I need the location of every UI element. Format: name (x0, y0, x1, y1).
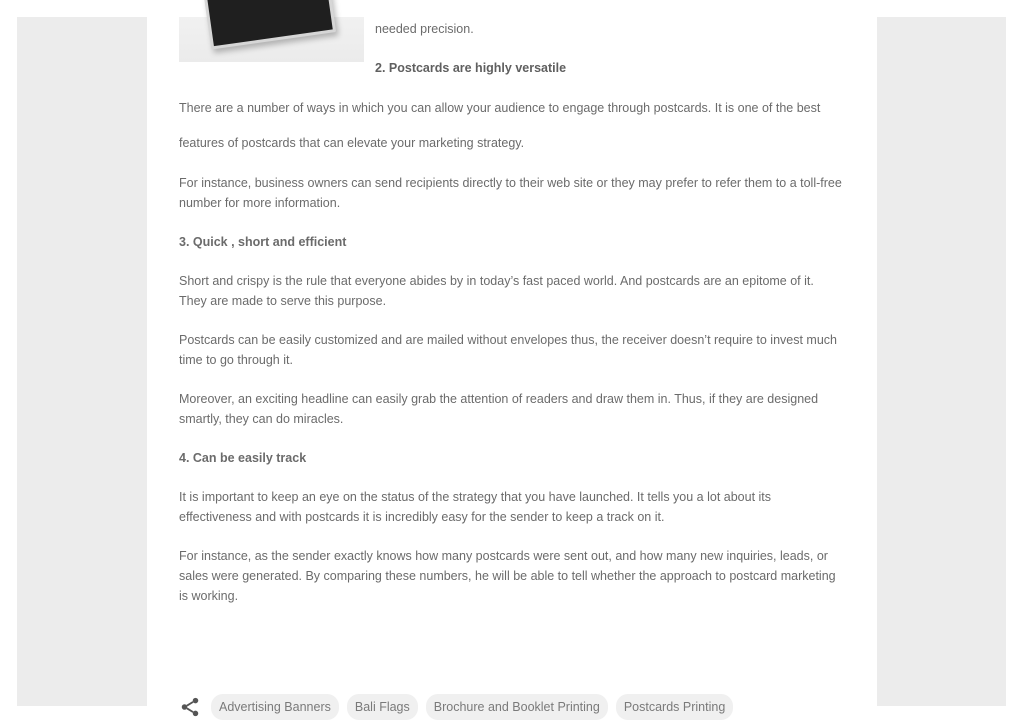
article-paragraph: For instance, business owners can send recipients directly to their web site or they may prefer to refer them to a toll-free number for more information. (179, 176, 842, 210)
post-card (147, 17, 877, 714)
section-heading-3: 3. Quick , short and efficient (179, 235, 347, 249)
article-body (179, 99, 844, 625)
tag-advertising-banners[interactable]: Advertising Banners (211, 694, 339, 720)
article-paragraph: For instance, as the sender exactly knows how many postcards were sent out, and how many new inquiries, leads, or sales were generated. By comparing these numbers, he will be able to tell whether the approach to postcard marketing is working. (179, 549, 836, 603)
post-image (179, 17, 364, 62)
article-paragraph: Postcards can be easily customized and are mailed without envelopes thus, the receiver doesn’t require to invest much time to go through it. (179, 333, 837, 367)
page-background (17, 17, 1006, 714)
share-icon[interactable] (179, 696, 201, 718)
post-labels (179, 692, 733, 722)
article-paragraph: Moreover, an exciting headline can easily grab the attention of readers and draw them in. Thus, if they are designed smartly, they can do miracles. (179, 392, 819, 426)
article-paragraph: Short and crispy is the rule that everyone abides by in today’s fast paced world. And postcards are an epitome of it. They are made to serve this purpose. (179, 274, 814, 308)
tag-postcards-printing[interactable]: Postcards Printing (616, 694, 733, 720)
article-paragraph: There are a number of ways in which you can allow your audience to engage through postcards. It is one of the best features of postcards that can elevate your marketing strategy. (179, 101, 821, 150)
tag-bali-flags[interactable]: Bali Flags (347, 694, 418, 720)
article-paragraph: It is important to keep an eye on the status of the strategy that you have launched. It tells you a lot about its effectiveness and with postcards it is incredibly easy for the sender to keep a track on it. (179, 490, 772, 524)
section-heading-4: 4. Can be easily track (179, 451, 307, 465)
article-float-text (375, 19, 845, 78)
article-paragraph: needed precision. (375, 22, 474, 36)
tag-brochure-booklet-printing[interactable]: Brochure and Booklet Printing (426, 694, 608, 720)
section-heading-2: 2. Postcards are highly versatile (375, 61, 567, 75)
device-image (204, 0, 336, 50)
